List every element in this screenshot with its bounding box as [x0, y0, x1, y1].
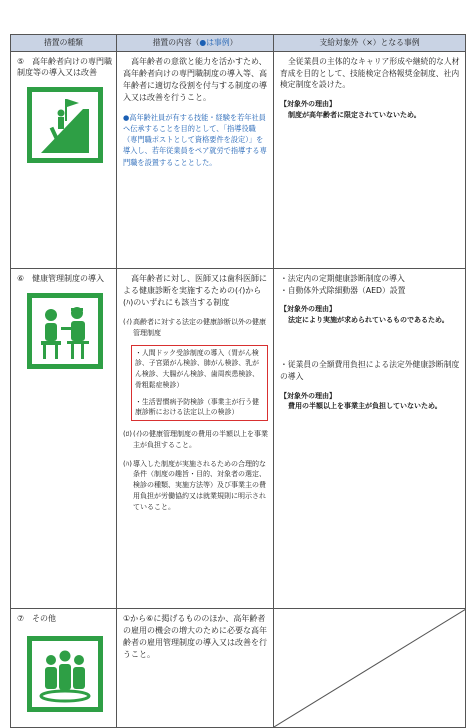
measure-type: ⑥ 健康管理制度の導入	[17, 274, 104, 283]
doctor-patient-icon	[27, 293, 103, 369]
ineligible-example: ・従業員の全額費用負担による法定外健康診断制度の導入	[280, 360, 460, 382]
diagonal-line	[274, 609, 466, 727]
table-row	[11, 609, 466, 728]
measure-content-cell	[117, 52, 274, 269]
checkup-example: ・生活習慣病予防検診（事業主が行う健康診断における法定以上の検診）	[135, 397, 260, 417]
measure-content: 高年齢者の意欲と能力を活かすため、高年齢者向けの専門職制度の導入等、高年齢者に適切な役割を付与する制度の導入又は改善を行うこと。	[123, 57, 267, 102]
measure-example: ●高年齢社員が有する技能・経験を若年社員へ伝承することを目的として、「指導役職（専門職ポストとして資格要件を設定）」を導入し、若年従業員をペア就労で指導する専門職を設置することとした。	[123, 113, 267, 167]
ineligible-example: ・自動体外式除細動器（AED）設置	[280, 285, 406, 295]
checkup-examples-box	[131, 345, 268, 421]
ineligible-reason: 【対象外の理由】 制度が高年齢者に限定されていないため。	[280, 100, 421, 119]
measures-table-page	[10, 34, 465, 674]
condition-ro: (ﾛ) (ｲ)の健康管理制度の費用の半額以上を事業主が負担すること。	[123, 429, 268, 449]
group-people-icon	[27, 636, 103, 712]
ineligible-example: ・法定内の定期健康診断制度の導入	[280, 274, 405, 283]
table-header-row	[11, 35, 466, 52]
measure-type: ⑤ 高年齢者向けの専門職制度等の導入又は改善	[17, 57, 112, 78]
condition-ha: (ﾊ) 導入した制度が実施されるための合理的な条件（制度の趣旨・目的、対象者の選定、検診の種類、実施方法等）及び事業主の費用負担が労働協約又は就業規則に明示されていること。	[123, 459, 266, 511]
measure-content: ①から⑥に掲げるもののほか、高年齢者の雇用の機会の増大のために必要な高年齢者の雇用管理制度の導入又は改善を行うこと。	[123, 614, 267, 659]
header-measure-type: 措置の種類	[11, 35, 117, 52]
measure-type-cell	[11, 269, 117, 609]
measure-type: ⑦ その他	[17, 614, 56, 623]
measure-type-cell	[11, 52, 117, 269]
checkup-example: ・人間ドック受診制度の導入（胃がん検診、子宮頸がん検診、肺がん検診、乳がん検診、大腸がん検診、歯周疾患検診、骨粗鬆症検診）	[135, 348, 260, 389]
ineligible-reason: 【対象外の理由】 法定により実施が求められているものであるため。	[280, 305, 449, 324]
measure-type-cell	[11, 609, 117, 728]
table-row	[11, 52, 466, 269]
table-row	[11, 269, 466, 609]
header-measure-content: 措置の内容（●は事例）	[117, 35, 274, 52]
measure-content-cell	[117, 269, 274, 609]
flag-climber-icon	[27, 87, 103, 163]
ineligible-example: 全従業員の主体的なキャリア形成や継続的な人材育成を目的として、技能検定合格報奨金制度、社内検定制度を設けた。	[280, 57, 460, 90]
header-example-note: ●は事例	[199, 38, 230, 48]
measure-content-cell	[117, 609, 274, 728]
empty-diagonal-cell	[274, 609, 466, 728]
measure-content: 高年齢者に対し、医師又は歯科医師による健康診断を実施するための(ｲ)から(ﾊ)のいずれにも該当する制度	[123, 274, 267, 307]
ineligible-reason: 【対象外の理由】 費用の半額以上を事業主が負担していないため。	[280, 391, 442, 411]
ineligible-cell	[274, 269, 466, 609]
ineligible-cell	[274, 52, 466, 269]
header-ineligible-examples: 支給対象外（×）となる事例	[274, 35, 466, 52]
condition-i: (ｲ) 高齢者に対する法定の健康診断以外の健康管理制度	[123, 318, 266, 337]
measures-table	[10, 34, 466, 728]
